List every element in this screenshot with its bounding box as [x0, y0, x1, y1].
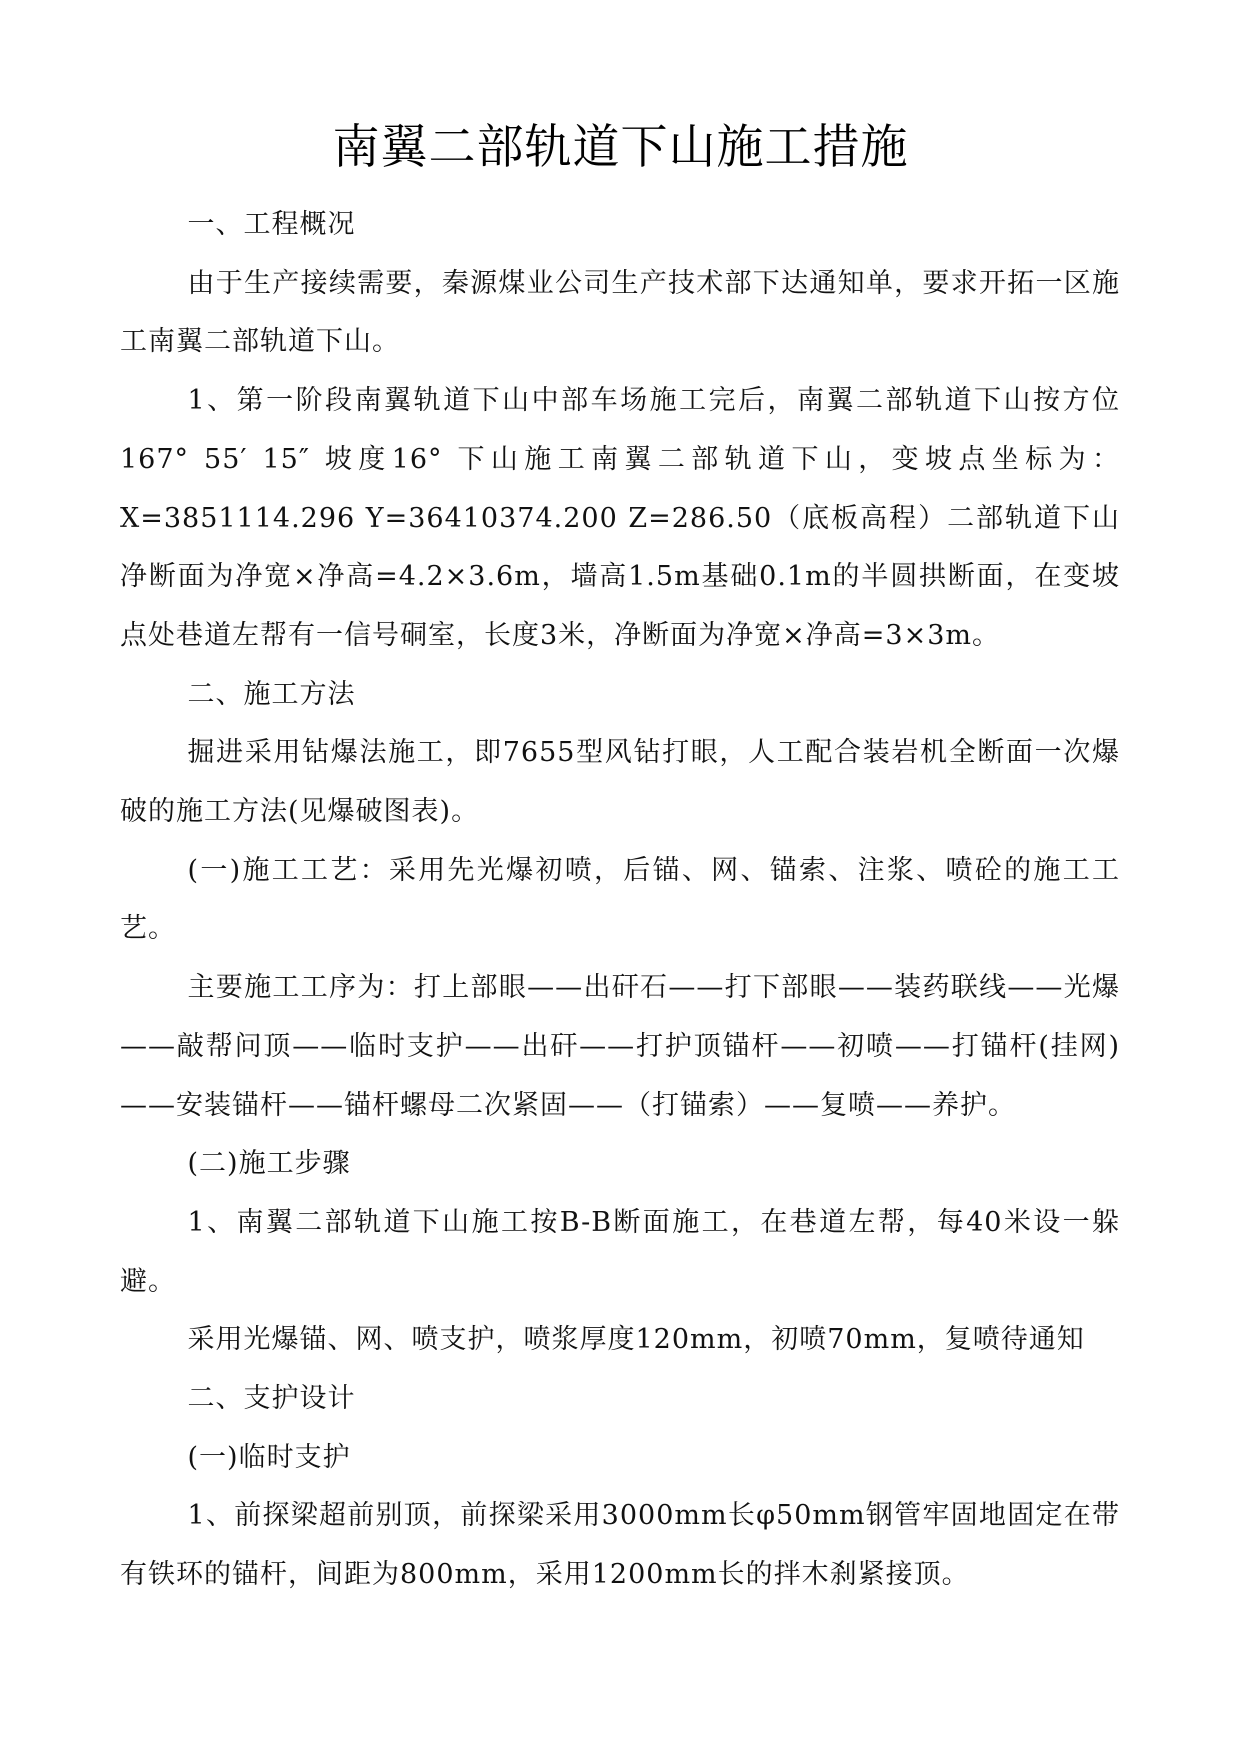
section-heading-support: 二、支护设计 [187, 1383, 356, 1415]
paragraph-process: (一)施工工艺：采用先光爆初喷，后锚、网、锚索、注浆、喷砼的施工工艺。 [120, 854, 1120, 945]
paragraph-spray: 采用光爆锚、网、喷支护，喷浆厚度120mm，初喷70mm，复喷待通知 [187, 1324, 1085, 1356]
document-body [120, 196, 1120, 1605]
paragraph-background: 由于生产接续需要，秦源煤业公司生产技术部下达通知单，要求开拓一区施工南翼二部轨道下山。 [120, 267, 1120, 358]
subheading-temporary-support: (一)临时支护 [187, 1441, 351, 1473]
paragraph-step-one: 1、南翼二部轨道下山施工按B-B断面施工，在巷道左帮，每40米设一躲避。 [120, 1206, 1120, 1297]
subheading-steps: (二)施工步骤 [187, 1148, 351, 1180]
paragraph-stage-one: 1、第一阶段南翼轨道下山中部车场施工完后，南翼二部轨道下山按方位167° 55′ 15″ 坡度16° 下山施工南翼二部轨道下山，变坡点坐标为：X=3851114.296 Y=36410374.200 Z=286.50（底板高程）二部轨道下山净断面为净宽×净高=4.2×3.6m，墙高1.5m基础0.1m的半圆拱断面，在变坡点处巷道左帮有一信号硐室，长度3米，净断面为净宽×净高=3×3m。 [120, 385, 1120, 651]
section-heading-overview: 一、工程概况 [187, 209, 356, 240]
paragraph-forepole: 1、前探梁超前别顶，前探梁采用3000mm长φ50mm钢管牢固地固定在带有铁环的锚杆，间距为800mm，采用1200mm长的拌木刹紧接顶。 [120, 1500, 1120, 1591]
document-title: 南翼二部轨道下山施工措施 [332, 120, 909, 175]
paragraph-main-steps: 主要施工工序为：打上部眼——出矸石——打下部眼——装药联线——光爆——敲帮问顶——临时支护——出矸——打护顶锚杆——初喷——打锚杆(挂网)——安装锚杆——锚杆螺母二次紧固——（打锚索）——复喷——养护。 [120, 972, 1120, 1121]
section-heading-method: 二、施工方法 [187, 678, 356, 710]
paragraph-drilling: 掘进采用钻爆法施工，即7655型风钻打眼，人工配合装岩机全断面一次爆破的施工方法(见爆破图表)。 [120, 737, 1120, 828]
